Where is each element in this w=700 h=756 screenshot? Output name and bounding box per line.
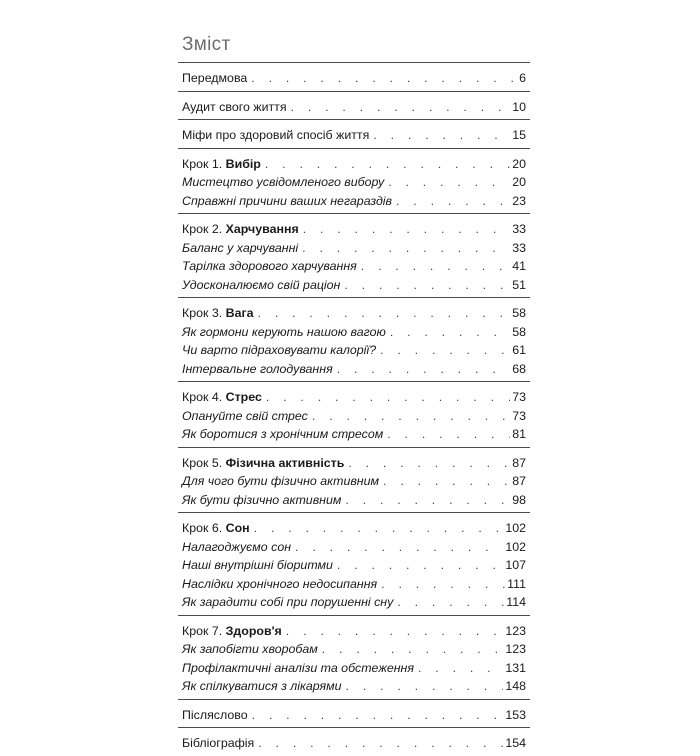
toc-entry-prefix: Наші внутрішні біоритми: [182, 558, 333, 572]
toc-subentry[interactable]: [178, 173, 530, 192]
toc-entry-title: [182, 239, 298, 257]
toc-section: [178, 148, 530, 214]
page-number: 10: [512, 99, 526, 114]
toc-entry-prefix: Справжні причини ваших негараздів: [182, 193, 393, 208]
page-number: 41: [512, 259, 526, 273]
page-number: 123: [505, 642, 526, 656]
toc-subentry[interactable]: [178, 556, 530, 575]
toc-entry-prefix: Профілактичні аналізи та обстеження: [182, 660, 414, 675]
toc-entry[interactable]: [178, 304, 530, 323]
page-number: 20: [512, 175, 526, 189]
toc-subentry[interactable]: [178, 640, 530, 659]
leader-dots: [337, 360, 511, 378]
page-number: 111: [507, 576, 526, 591]
toc-subentry[interactable]: [178, 192, 530, 211]
toc-entry-title: [182, 472, 379, 490]
page-number: 20: [512, 156, 526, 171]
toc-page: [178, 34, 530, 756]
page-number: 15: [512, 128, 526, 142]
toc-entry-chapter-name: Стрес: [225, 390, 262, 404]
toc-entry-prefix: Крок 2.: [182, 222, 226, 236]
toc-entry-title: [182, 276, 340, 294]
page-number: 33: [512, 240, 526, 255]
toc-entry-prefix: Як зарадити собі при порушенні сну: [182, 595, 394, 609]
leader-dots: [291, 98, 511, 116]
toc-section: [178, 213, 530, 297]
leader-dots: [266, 388, 510, 406]
leader-dots: [251, 69, 517, 87]
toc-entry-title: [182, 622, 282, 640]
leader-dots: [344, 276, 510, 294]
toc-subentry[interactable]: [178, 491, 530, 510]
toc-subentry[interactable]: [178, 677, 530, 696]
toc-entry-title: [182, 640, 318, 658]
leader-dots: [388, 173, 510, 191]
toc-entry-prefix: Для чого бути фізично активним: [182, 474, 380, 488]
leader-dots: [345, 491, 510, 509]
page-number: 6: [519, 71, 526, 85]
toc-entry-title: [182, 155, 261, 173]
toc-list: [178, 62, 530, 756]
toc-entry-chapter-name: Сон: [225, 521, 250, 535]
toc-entry-title: [182, 69, 247, 87]
toc-subentry[interactable]: [178, 323, 530, 342]
page-number: 102: [505, 521, 526, 535]
leader-dots: [361, 257, 510, 275]
toc-subentry[interactable]: [178, 538, 530, 557]
toc-entry-title: [182, 341, 376, 359]
toc-entry-prefix: Крок 4.: [182, 390, 226, 404]
toc-entry-prefix: Як бути фізично активним: [182, 492, 342, 507]
toc-entry-prefix: Опануйте свій стрес: [182, 408, 308, 423]
toc-entry-title: [182, 734, 254, 752]
toc-section: [178, 512, 530, 615]
toc-entry[interactable]: [178, 69, 530, 88]
toc-entry-prefix: Інтервальне голодування: [182, 361, 333, 376]
toc-entry-prefix: Передмова: [182, 71, 248, 85]
toc-subentry[interactable]: [178, 575, 530, 594]
page-number: 81: [512, 427, 526, 441]
leader-dots: [383, 472, 510, 490]
page-number: 102: [505, 539, 526, 554]
toc-entry[interactable]: [178, 98, 530, 117]
toc-entry-prefix: Чи варто підраховувати калорії?: [182, 343, 377, 357]
toc-entry-prefix: Удосконалюємо свій раціон: [182, 277, 341, 292]
toc-entry-prefix: Наслідки хронічного недосипання: [182, 576, 378, 591]
toc-entry-prefix: Крок 6.: [182, 521, 226, 535]
toc-section: [178, 119, 530, 148]
toc-entry[interactable]: [178, 220, 530, 239]
page-number: 51: [512, 277, 526, 292]
leader-dots: [381, 575, 505, 593]
toc-entry-title: [182, 407, 308, 425]
leader-dots: [418, 659, 503, 677]
toc-subentry[interactable]: [178, 407, 530, 426]
leader-dots: [346, 677, 504, 695]
page-number: 33: [512, 222, 526, 236]
leader-dots: [258, 734, 503, 752]
toc-entry-title: [182, 593, 393, 611]
toc-section: [178, 62, 530, 91]
leader-dots: [265, 155, 510, 173]
page-number: 23: [512, 193, 526, 208]
toc-subentry[interactable]: [178, 425, 530, 444]
toc-entry-prefix: Мистецтво усвідомленого вибору: [182, 175, 385, 189]
toc-subentry[interactable]: [178, 341, 530, 360]
toc-entry-chapter-name: Здоров'я: [225, 623, 282, 638]
leader-dots: [322, 640, 504, 658]
page-number: 73: [512, 408, 526, 423]
page-number: 87: [512, 474, 526, 488]
page-number: 87: [512, 455, 526, 470]
leader-dots: [254, 519, 504, 537]
toc-entry-prefix: Налагоджуємо сон: [182, 539, 292, 554]
toc-entry-title: [182, 257, 357, 275]
toc-title: Зміст: [182, 34, 231, 55]
toc-entry-prefix: Крок 5.: [182, 455, 226, 470]
leader-dots: [252, 706, 504, 724]
leader-dots: [390, 323, 510, 341]
toc-entry-title: [182, 575, 377, 593]
page-number: 98: [512, 492, 526, 507]
toc-entry-prefix: Як гормони керують нашою вагою: [182, 324, 386, 339]
toc-section: [178, 297, 530, 381]
leader-dots: [396, 192, 510, 210]
toc-entry[interactable]: [178, 388, 530, 407]
toc-entry[interactable]: [178, 126, 530, 145]
page-number: 148: [505, 679, 526, 693]
toc-subentry[interactable]: [178, 239, 530, 258]
toc-entry-prefix: Крок 1.: [182, 156, 226, 171]
leader-dots: [302, 239, 510, 257]
toc-section: [178, 615, 530, 699]
leader-dots: [258, 304, 511, 322]
toc-subentry[interactable]: [178, 472, 530, 491]
toc-entry[interactable]: [178, 155, 530, 174]
toc-entry-title: [182, 98, 287, 116]
toc-entry-title: [182, 192, 392, 210]
toc-entry-chapter-name: Фізична активність: [225, 455, 345, 470]
page-number: 154: [505, 736, 526, 750]
page-number: 123: [505, 623, 526, 638]
toc-entry-title: [182, 425, 383, 443]
toc-entry-title: [182, 677, 342, 695]
page-number: 153: [505, 707, 526, 722]
toc-entry-title: [182, 323, 386, 341]
leader-dots: [373, 126, 510, 144]
page-number: 114: [506, 595, 526, 609]
toc-subentry[interactable]: [178, 257, 530, 276]
toc-entry-title: [182, 304, 254, 322]
toc-entry-prefix: Післяслово: [182, 707, 248, 722]
toc-section: [178, 727, 530, 756]
leader-dots: [286, 622, 504, 640]
toc-entry-chapter-name: Вибір: [225, 156, 261, 171]
page-number: 73: [512, 390, 526, 404]
toc-section: [178, 91, 530, 120]
toc-entry[interactable]: [178, 706, 530, 725]
toc-entry-title: [182, 556, 333, 574]
page-number: 68: [512, 361, 526, 376]
toc-entry-prefix: Як боротися з хронічним стресом: [182, 427, 384, 441]
page-number: 131: [505, 660, 526, 675]
leader-dots: [348, 454, 510, 472]
toc-entry-title: [182, 491, 341, 509]
toc-entry[interactable]: [178, 454, 530, 473]
page-number: 58: [512, 306, 526, 320]
toc-entry-title: [182, 126, 369, 144]
toc-entry-chapter-name: Харчування: [225, 222, 299, 236]
toc-entry-prefix: Крок 7.: [182, 623, 226, 638]
leader-dots: [397, 593, 504, 611]
toc-subentry[interactable]: [178, 659, 530, 678]
toc-entry-title: [182, 360, 333, 378]
page-number: 58: [512, 324, 526, 339]
toc-entry-prefix: Як спілкуватися з лікарями: [182, 679, 342, 693]
leader-dots: [387, 425, 510, 443]
toc-entry-title: [182, 519, 250, 537]
toc-entry-prefix: Баланс у харчуванні: [182, 240, 299, 255]
toc-entry-title: [182, 388, 262, 406]
toc-entry-prefix: Тарілка здорового харчування: [182, 259, 357, 273]
toc-entry[interactable]: [178, 519, 530, 538]
toc-subentry[interactable]: [178, 593, 530, 612]
toc-section: [178, 699, 530, 728]
toc-entry-prefix: Крок 3.: [182, 306, 226, 320]
toc-entry-prefix: Аудит свого життя: [182, 99, 287, 114]
toc-entry-prefix: Бібліографія: [182, 736, 255, 750]
leader-dots: [295, 538, 503, 556]
toc-entry-title: [182, 220, 299, 238]
leader-dots: [337, 556, 503, 574]
page-number: 107: [505, 558, 526, 572]
toc-entry-title: [182, 173, 384, 191]
toc-entry-title: [182, 538, 291, 556]
toc-entry[interactable]: [178, 622, 530, 641]
toc-entry[interactable]: [178, 734, 530, 753]
toc-entry-title: [182, 454, 344, 472]
toc-entry-prefix: Міфи про здоровий спосіб життя: [182, 128, 370, 142]
toc-entry-title: [182, 659, 414, 677]
toc-entry-prefix: Як запобігти хворобам: [182, 642, 318, 656]
toc-entry-chapter-name: Вага: [225, 306, 254, 320]
page-number: 61: [512, 343, 526, 357]
leader-dots: [303, 220, 511, 238]
toc-section: [178, 447, 530, 513]
leader-dots: [380, 341, 510, 359]
toc-subentry[interactable]: [178, 276, 530, 295]
toc-subentry[interactable]: [178, 360, 530, 379]
toc-entry-title: [182, 706, 248, 724]
toc-section: [178, 381, 530, 447]
leader-dots: [312, 407, 510, 425]
